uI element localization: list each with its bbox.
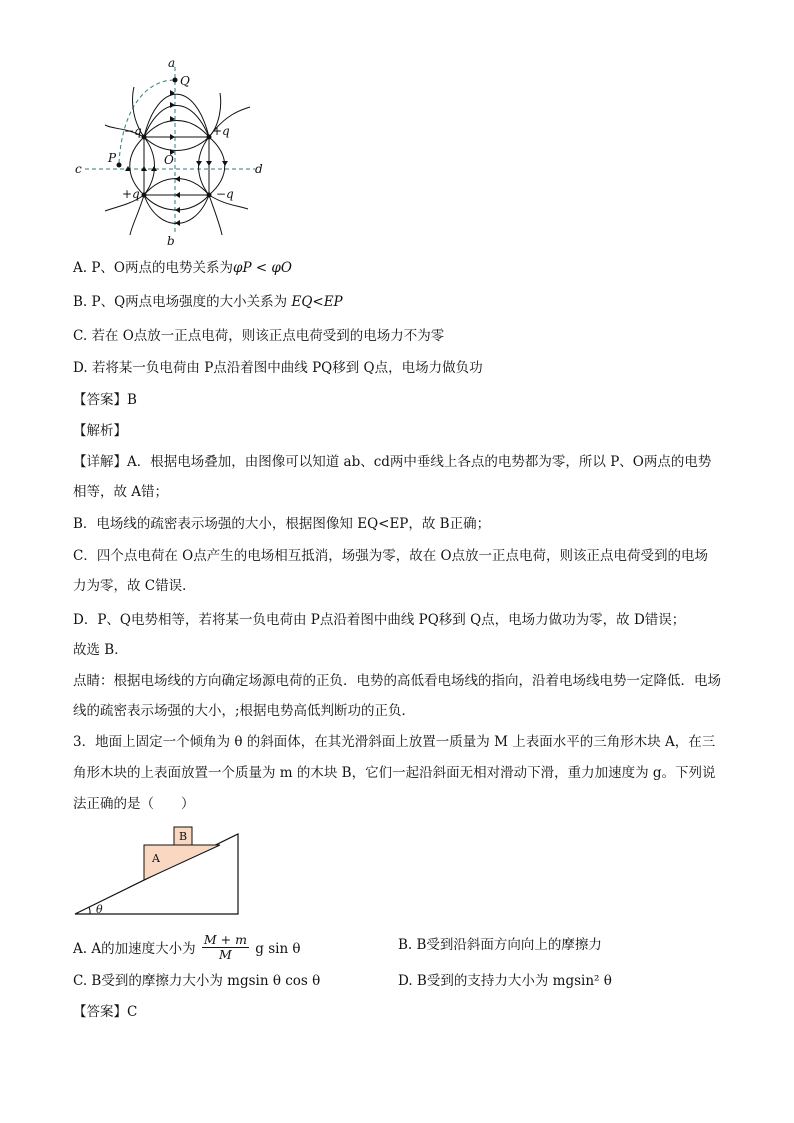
q2-option-c: C. 若在 O点放一正点电荷，则该正点电荷受到的电场力不为零 — [73, 328, 445, 344]
q3-stem-line-1: 3．地面上固定一个倾角为 θ 的斜面体，在其光滑斜面上放置一质量为 M 上表面水平的三角形木块 A，在三 — [73, 734, 716, 750]
q2-detail-line-9: 线的疏密表示场强的大小，;根据电势高低判断功的正负． — [73, 703, 416, 719]
q3-option-a: A. A的加速度大小为 $\frac{M + m}{M}$ g sin θ — [73, 932, 301, 962]
label-P: P — [108, 151, 117, 165]
q3-option-d: D. B受到的支持力大小为 mgsin² θ — [398, 973, 612, 989]
q2-option-b: B. P、Q两点电场强度的大小关系为 EQ<EP — [73, 294, 343, 310]
q2-detail-line-8: 点睛：根据电场线的方向确定场源电荷的正负．电势的高低看电场线的指向，沿着电场线电势一定降低．电场 — [73, 673, 721, 689]
q2-detail-line-4: C．四个点电荷在 O点产生的电场相互抵消，场强为零，故在 O点放一正点电荷，则该正点电荷受到的电场 — [73, 548, 709, 564]
label-block-B: B — [179, 830, 188, 843]
incline-figure — [70, 822, 250, 920]
label-pos-q-bl: +q — [122, 187, 140, 201]
q2-detail-line-6: D．P、Q电势相等，若将某一负电荷由 P点沿着图中曲线 PQ移到 Q点，电场力做功为零，故 D错误； — [73, 612, 686, 628]
label-c: c — [75, 162, 82, 176]
label-pos-q-tr: +q — [212, 124, 230, 138]
point-P — [117, 163, 122, 168]
q3-answer: 【答案】C — [73, 1004, 138, 1020]
q2-detail-line-7: 故选 B． — [73, 642, 128, 658]
label-neg-q-tl: −q — [124, 124, 142, 138]
q2-option-d: D. 若将某一负电荷由 P点沿着图中曲线 PQ移到 Q点，电场力做负功 — [73, 360, 483, 376]
q3-stem-line-3: 法正确的是（ ） — [73, 796, 195, 812]
point-Q — [173, 78, 178, 83]
label-a: a — [168, 56, 176, 70]
q2-detail-line-2: 相等，故 A错； — [73, 484, 169, 500]
label-d: d — [255, 162, 263, 176]
q3-option-c: C. B受到的摩擦力大小为 mgsin θ cos θ — [73, 973, 321, 989]
q2-detail-line-1: 【详解】A．根据电场叠加，由图像可以知道 ab、cd两中垂线上各点的电势都为零，所以 P、O两点的电势 — [73, 454, 712, 470]
q3-option-b: B. B受到沿斜面方向向上的摩擦力 — [398, 937, 602, 953]
label-b: b — [167, 234, 175, 248]
label-Q: Q — [180, 74, 190, 88]
q3-fraction-numerator: M + m — [203, 932, 247, 947]
label-theta: θ — [96, 903, 103, 916]
q3-fraction-denominator: M — [219, 947, 232, 962]
field-lines-figure — [70, 55, 270, 250]
q2-analysis-title: 【解析】 — [73, 423, 127, 439]
label-block-A: A — [152, 852, 160, 865]
q2-option-a: A. P、O两点的电势关系为φP < φO — [73, 260, 292, 276]
q2-detail-line-3: B．电场线的疏密表示场强的大小，根据图像知 EQ<EP，故 B正确； — [73, 516, 491, 532]
q2-detail-line-5: 力为零，故 C错误． — [73, 578, 196, 594]
q2-answer: 【答案】B — [73, 392, 137, 408]
label-O: O — [164, 153, 174, 167]
q3-stem-line-2: 角形木块的上表面放置一个质量为 m 的木块 B，它们一起沿斜面无相对滑动下滑，重力加速度为 g。下列说 — [73, 765, 716, 781]
label-neg-q-br: −q — [216, 187, 234, 201]
